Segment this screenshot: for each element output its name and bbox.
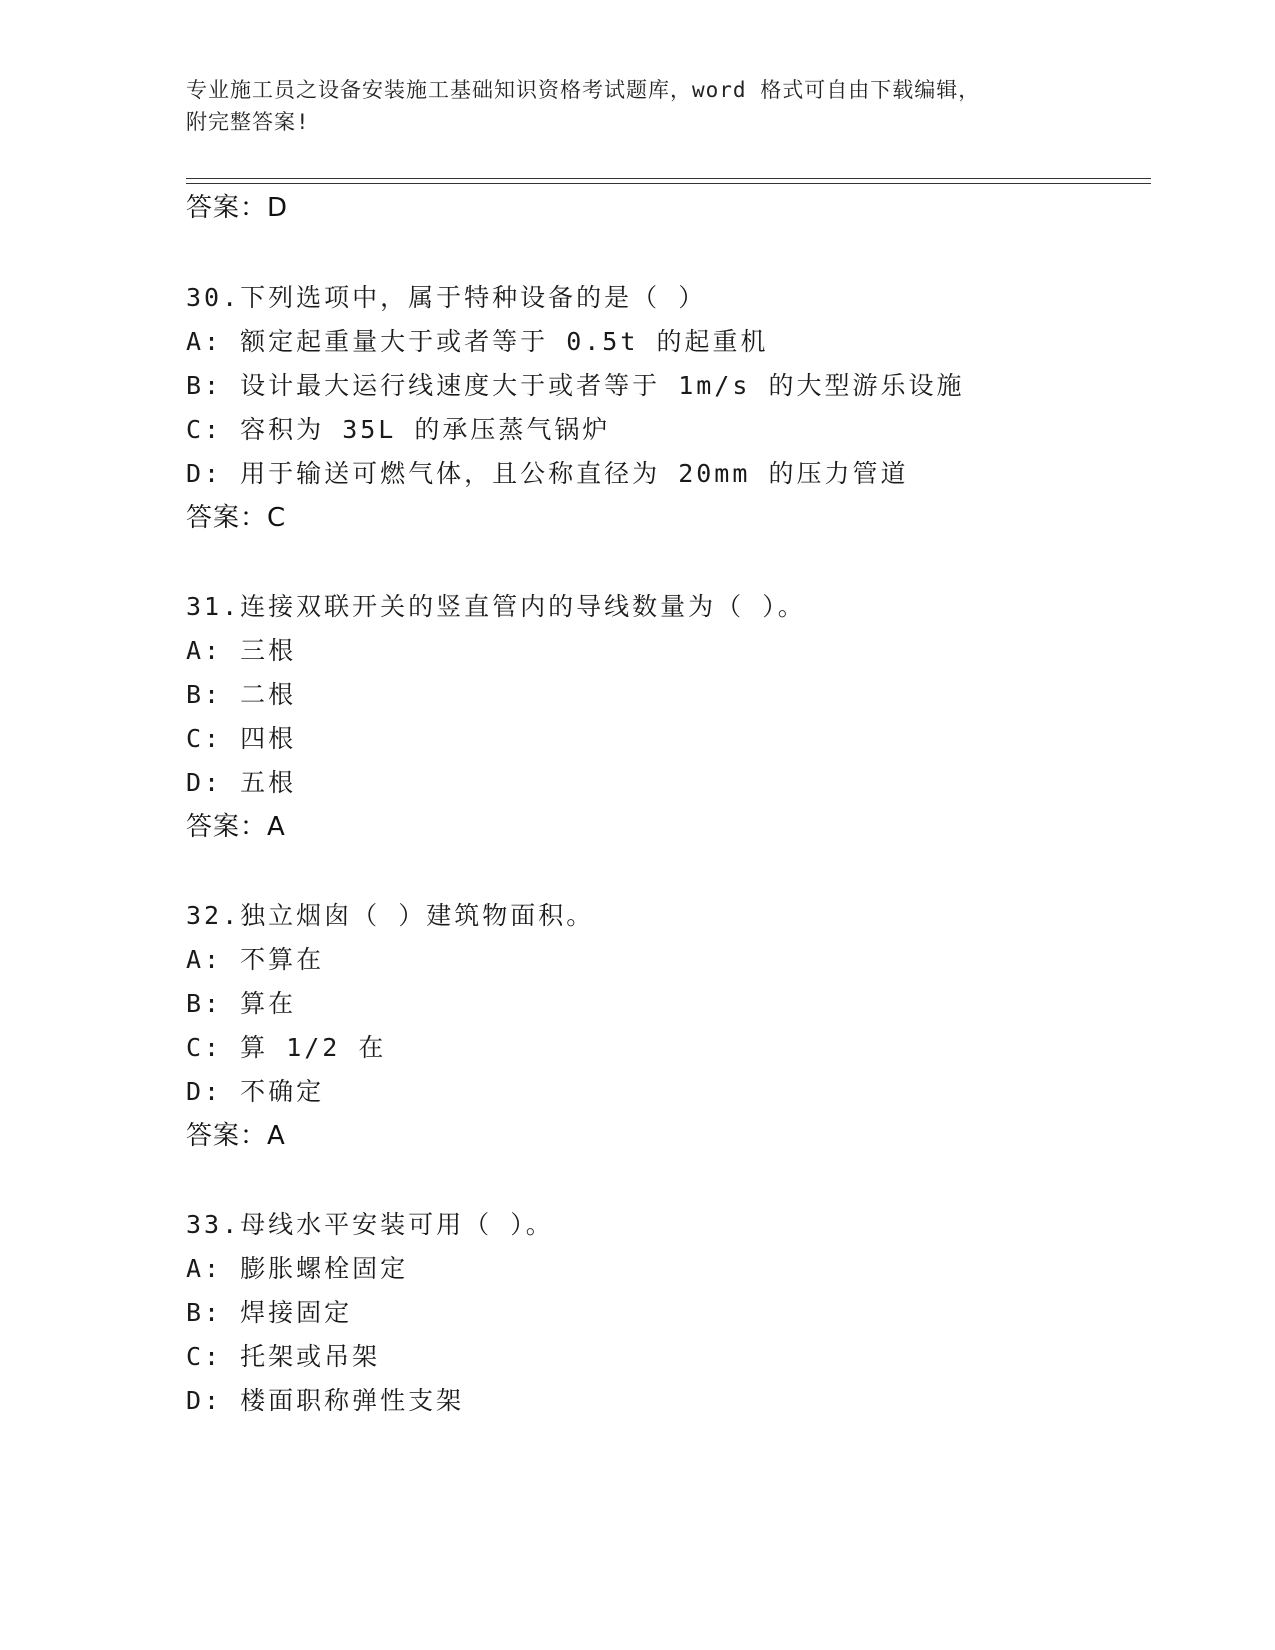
question-stem: 32.独立烟囱（ ）建筑物面积。 bbox=[186, 901, 595, 930]
option-c: C: 四根 bbox=[186, 724, 297, 753]
option-a: A: 不算在 bbox=[186, 945, 325, 974]
question-stem: 31.连接双联开关的竖直管内的导线数量为（ ）。 bbox=[186, 592, 806, 621]
option-c: C: 算 1/2 在 bbox=[186, 1033, 387, 1062]
page-header bbox=[186, 74, 1086, 138]
option-d: D: 楼面职称弹性支架 bbox=[186, 1386, 465, 1415]
option-d: D: 五根 bbox=[186, 768, 297, 797]
question-stem: 30.下列选项中，属于特种设备的是（ ） bbox=[186, 283, 707, 312]
option-a: A: 额定起重量大于或者等于 0.5t 的起重机 bbox=[186, 327, 769, 356]
option-b: B: 焊接固定 bbox=[186, 1298, 353, 1327]
answer-line: 答案：D bbox=[186, 193, 289, 223]
option-d: D: 不确定 bbox=[186, 1077, 325, 1106]
option-c: C: 容积为 35L 的承压蒸气锅炉 bbox=[186, 415, 611, 444]
question-stem: 33.母线水平安装可用（ ）。 bbox=[186, 1210, 554, 1239]
header-line-1: 专业施工员之设备安装施工基础知识资格考试题库，word 格式可自由下载编辑， bbox=[186, 78, 981, 102]
option-c: C: 托架或吊架 bbox=[186, 1342, 381, 1371]
option-b: B: 设计最大运行线速度大于或者等于 1m/s 的大型游乐设施 bbox=[186, 371, 965, 400]
option-a: A: 膨胀螺栓固定 bbox=[186, 1254, 409, 1283]
header-divider-bottom bbox=[186, 183, 1151, 184]
option-a: A: 三根 bbox=[186, 636, 297, 665]
header-divider-top bbox=[186, 178, 1151, 179]
option-d: D: 用于输送可燃气体，且公称直径为 20mm 的压力管道 bbox=[186, 459, 909, 488]
option-b: B: 二根 bbox=[186, 680, 297, 709]
answer-line: 答案：C bbox=[186, 503, 287, 533]
answer-line: 答案：A bbox=[186, 812, 286, 842]
option-b: B: 算在 bbox=[186, 989, 297, 1018]
header-line-2: 附完整答案! bbox=[186, 110, 310, 134]
answer-line: 答案：A bbox=[186, 1121, 286, 1151]
